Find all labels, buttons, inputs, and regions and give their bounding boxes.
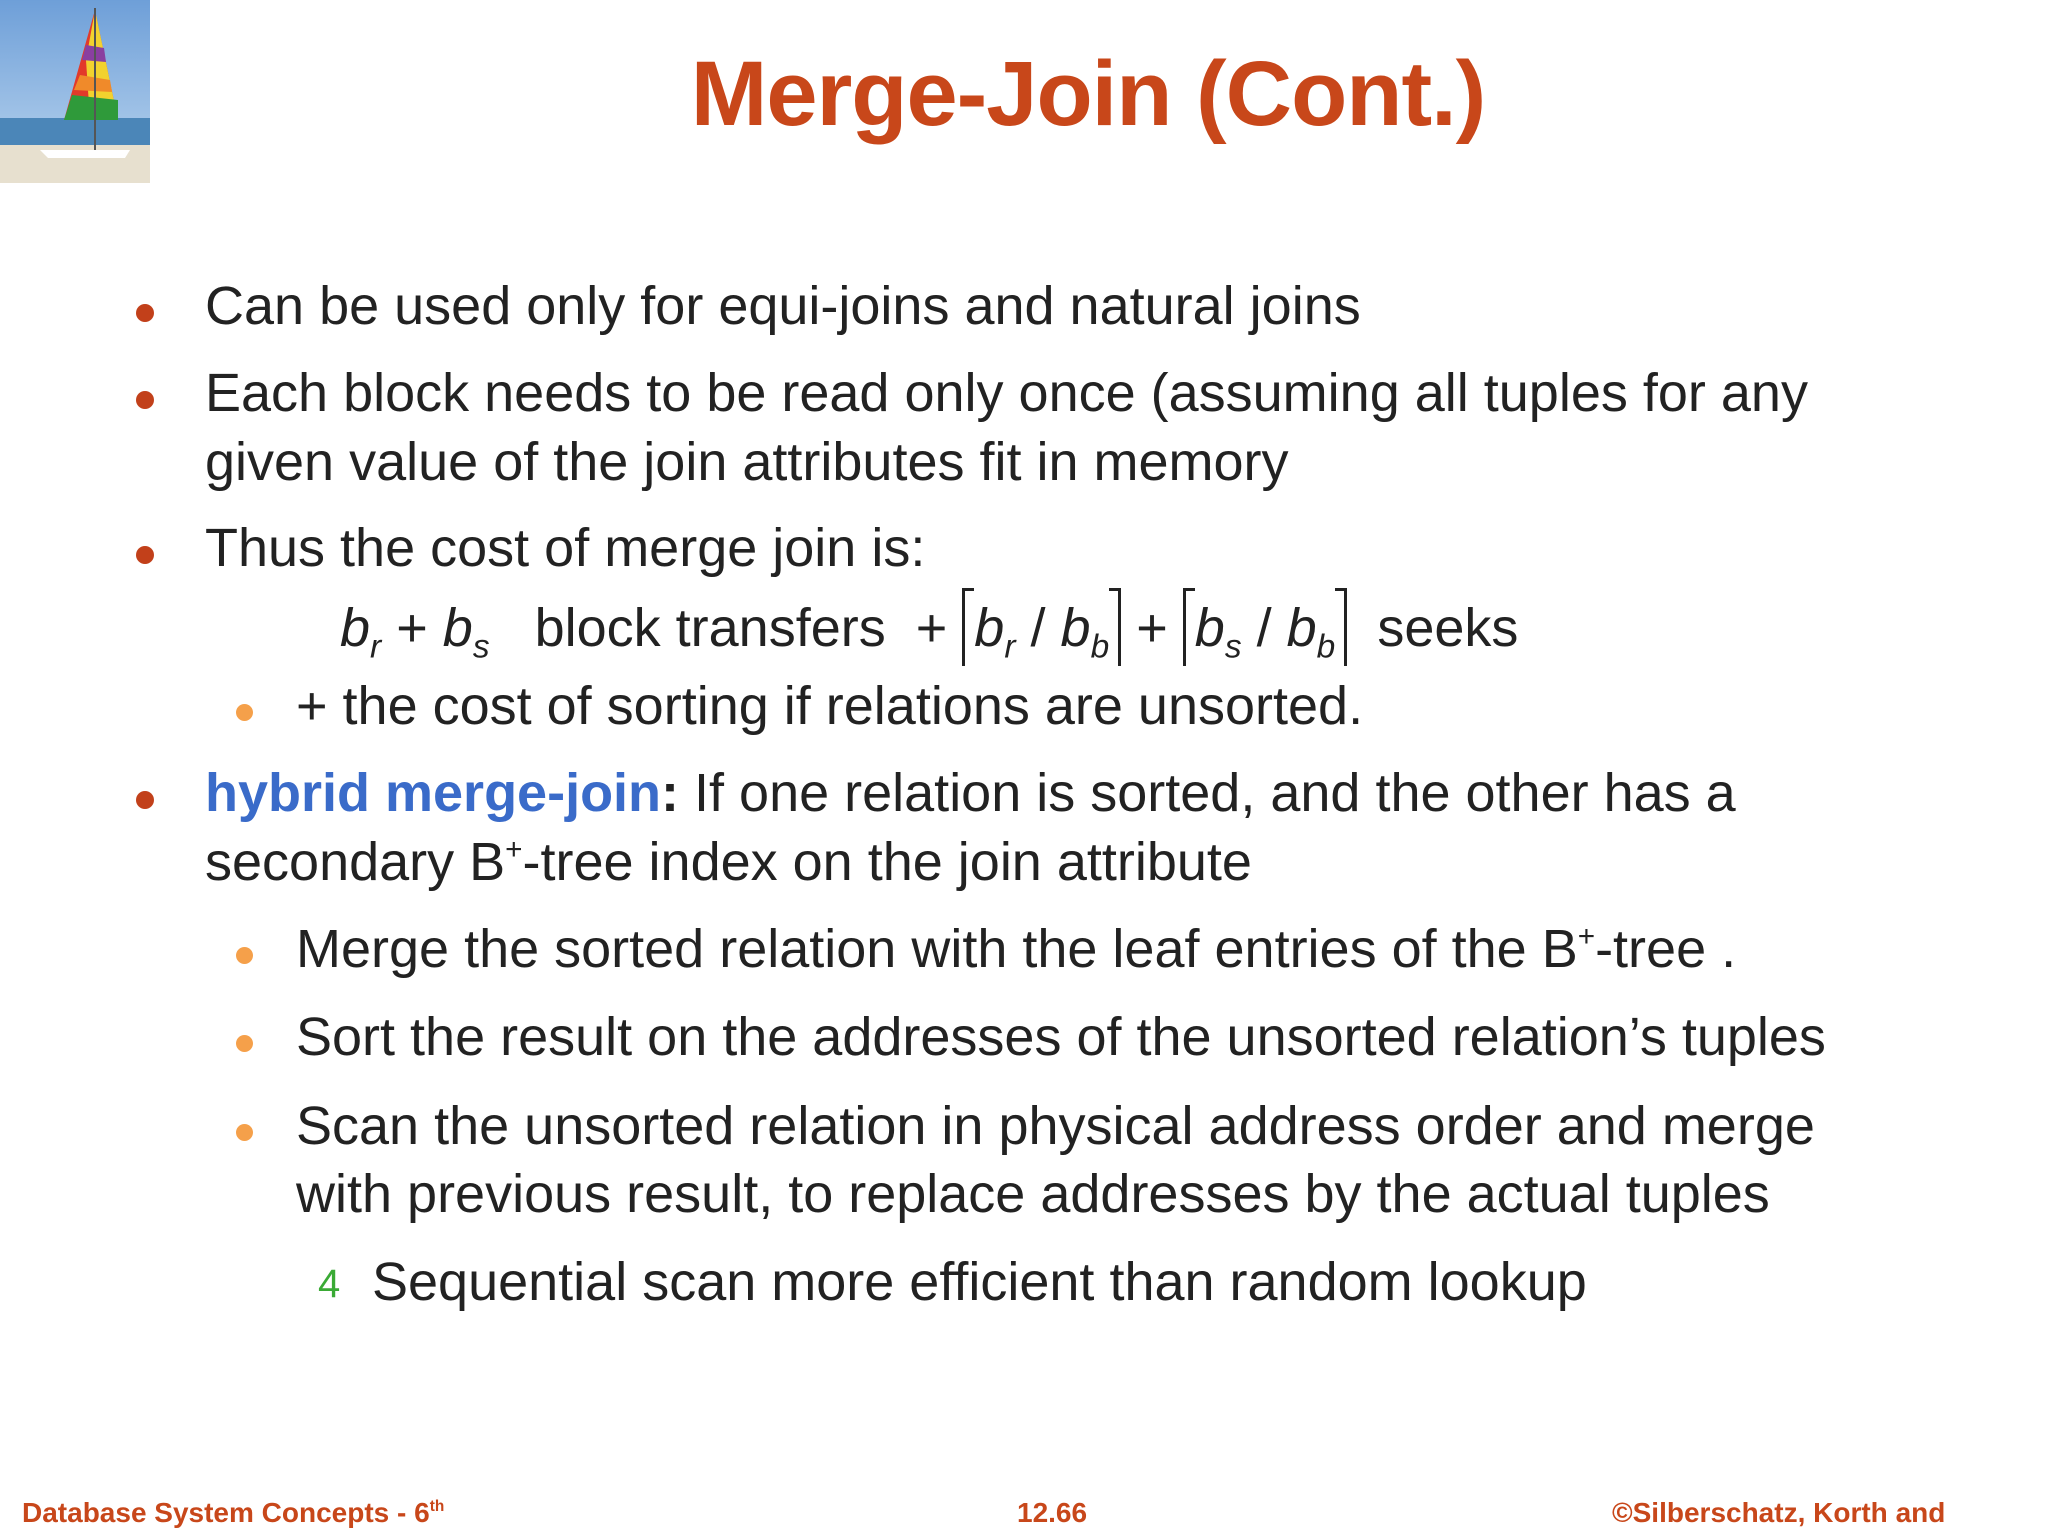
footer-left-sup: th bbox=[429, 1498, 445, 1516]
formula-subscript: r bbox=[370, 628, 382, 666]
footer-left bbox=[22, 1497, 444, 1529]
footer-left-text: Database System Concepts - 6 bbox=[22, 1497, 430, 1528]
bullet-text bbox=[205, 759, 1736, 827]
superscript-plus: + bbox=[1577, 920, 1596, 954]
formula-subscript: b bbox=[1316, 628, 1336, 666]
hybrid-merge-join-term: hybrid merge-join bbox=[205, 763, 662, 823]
formula-var: b bbox=[974, 598, 1005, 658]
ceiling-left bbox=[962, 588, 974, 666]
sub-bullet-marker bbox=[236, 947, 253, 964]
sub-bullet-marker bbox=[236, 704, 253, 721]
formula-operator: / bbox=[1256, 598, 1272, 658]
slide-title: Merge-Join (Cont.) bbox=[690, 43, 1486, 145]
bullet-marker bbox=[136, 546, 154, 564]
bullet-marker bbox=[136, 391, 154, 409]
formula-var: b bbox=[1286, 598, 1317, 658]
bullet-text: Can be used only for equi-joins and natural joins bbox=[205, 276, 1361, 336]
formula-subscript: b bbox=[1090, 628, 1110, 666]
sub-bullet-marker bbox=[236, 1124, 253, 1141]
ceiling-left bbox=[1183, 588, 1195, 666]
bullet-text-part: secondary B bbox=[205, 832, 506, 892]
bullet-marker bbox=[136, 304, 154, 322]
formula-subscript: s bbox=[1224, 628, 1242, 666]
bullet-text bbox=[205, 828, 1252, 896]
formula-var: b bbox=[340, 598, 371, 658]
sub-bullet-text: + the cost of sorting if relations are unsorted. bbox=[296, 676, 1364, 736]
footer-right: ©Silberschatz, Korth and bbox=[1612, 1497, 1946, 1528]
cost-formula bbox=[340, 588, 1518, 668]
superscript-plus: + bbox=[505, 833, 523, 867]
formula-label-transfers: block transfers bbox=[534, 598, 886, 658]
term-colon: : bbox=[661, 763, 680, 823]
formula-operator: + bbox=[1136, 598, 1168, 658]
bullet-text-rest: If one relation is sorted, and the other has a bbox=[679, 763, 1736, 823]
formula-subscript: r bbox=[1004, 628, 1016, 666]
level3-marker: 4 bbox=[318, 1262, 341, 1306]
sub-bullet-part: -tree . bbox=[1595, 919, 1737, 979]
bullet-text: Thus the cost of merge join is: bbox=[205, 518, 926, 578]
ceiling-right bbox=[1109, 588, 1121, 666]
sub-bullet-text: Sort the result on the addresses of the unsorted relation’s tuples bbox=[296, 1007, 1826, 1067]
formula-operator: + bbox=[915, 598, 948, 658]
sub-bullet-part: Merge the sorted relation with the leaf entries of the B bbox=[296, 919, 1578, 979]
sub-bullet-text: with previous result, to replace addresses by the actual tuples bbox=[296, 1164, 1770, 1224]
level3-text: Sequential scan more efficient than random lookup bbox=[372, 1252, 1587, 1312]
footer-page-number: 12.66 bbox=[1017, 1497, 1088, 1528]
formula-label-seeks: seeks bbox=[1377, 598, 1519, 658]
formula-subscript: s bbox=[472, 628, 490, 666]
ceiling-right bbox=[1335, 588, 1347, 666]
sub-bullet-marker bbox=[236, 1035, 253, 1052]
bullet-text: Each block needs to be read only once (assuming all tuples for any bbox=[205, 363, 1808, 423]
formula-operator: / bbox=[1030, 598, 1046, 658]
formula-var: b bbox=[442, 598, 473, 658]
formula-var: b bbox=[1194, 598, 1225, 658]
bullet-marker bbox=[136, 791, 154, 809]
bullet-text-part: -tree index on the join attribute bbox=[522, 832, 1252, 892]
sub-bullet-text bbox=[296, 915, 1736, 983]
bullet-text: given value of the join attributes fit in memory bbox=[205, 432, 1289, 492]
formula-var: b bbox=[1060, 598, 1091, 658]
formula-operator: + bbox=[396, 598, 428, 658]
sub-bullet-text: Scan the unsorted relation in physical address order and merge bbox=[296, 1096, 1815, 1156]
